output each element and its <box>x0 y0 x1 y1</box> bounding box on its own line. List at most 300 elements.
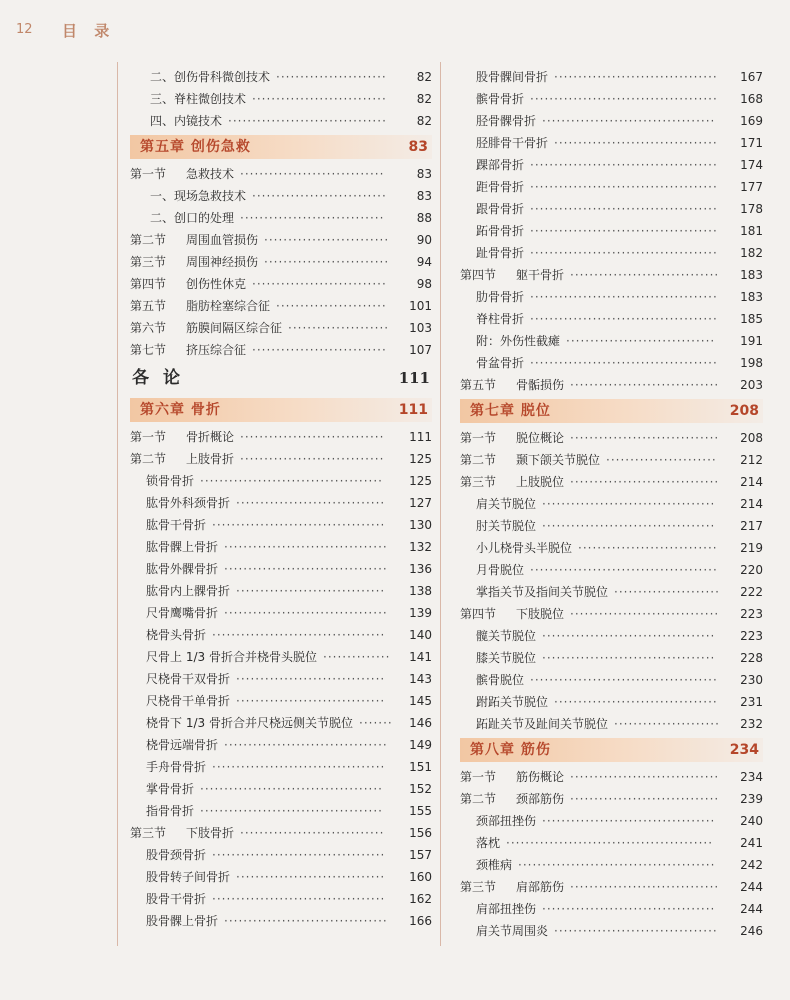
leader-dots: ···························· <box>252 343 387 357</box>
toc-entry-title: 股骨髁上骨折 <box>146 914 219 928</box>
toc-entry-page: 162 <box>409 892 432 906</box>
toc-entry <box>130 712 432 734</box>
toc-entry-page: 230 <box>740 673 763 687</box>
toc-entry <box>460 449 763 471</box>
toc-entry-title: 跖骨骨折 <box>476 224 525 238</box>
toc-entry <box>130 778 432 800</box>
toc-entry-page: 241 <box>740 836 763 850</box>
toc-entry <box>460 198 763 220</box>
toc-entry-title: 股骨干骨折 <box>146 892 207 906</box>
leader-dots: ····························· <box>578 541 718 555</box>
toc-entry <box>130 822 432 844</box>
toc-entry <box>130 602 432 624</box>
toc-entry <box>130 844 432 866</box>
toc-entry-title: 四、内镜技术 <box>150 114 223 128</box>
toc-section-number: 第一节 <box>130 167 167 181</box>
toc-entry-page: 160 <box>409 870 432 884</box>
leader-dots: ······································ <box>200 474 383 488</box>
leader-dots: ······································· <box>530 202 718 216</box>
leader-dots: ···································· <box>542 651 716 665</box>
toc-entry <box>460 308 763 330</box>
toc-entry <box>460 264 763 286</box>
toc-entry-title <box>460 471 564 493</box>
toc-entry <box>130 624 432 646</box>
toc-entry-title <box>130 163 234 185</box>
leader-dots: ······································· <box>530 563 718 577</box>
toc-entry <box>460 669 763 691</box>
toc-entry-title: 尺桡骨干单骨折 <box>146 694 231 708</box>
toc-entry-title <box>460 449 600 471</box>
toc-entry-page: 88 <box>416 211 432 225</box>
leader-dots: ······································· <box>530 312 718 326</box>
leader-dots: ·································· <box>554 924 718 938</box>
toc-entry-title <box>460 788 564 810</box>
toc-section-number: 第二节 <box>460 453 497 467</box>
leader-dots: ······································ <box>200 782 383 796</box>
toc-entry-title: 肱骨外科颈骨折 <box>146 496 231 510</box>
toc-entry <box>130 888 432 910</box>
toc-entry-page: 244 <box>740 902 763 916</box>
toc-entry-title: 指骨骨折 <box>146 804 195 818</box>
leader-dots: ···································· <box>542 114 716 128</box>
chapter-heading <box>130 398 432 422</box>
toc-entry-title: 肩部扭挫伤 <box>476 902 537 916</box>
toc-entry <box>130 185 432 207</box>
toc-entry <box>460 603 763 625</box>
toc-entry-title: 脊柱骨折 <box>476 312 525 326</box>
toc-section-title: 周围神经损伤 <box>186 255 259 269</box>
toc-entry-page: 242 <box>740 858 763 872</box>
toc-entry-page: 214 <box>740 475 763 489</box>
toc-entry-title <box>460 766 564 788</box>
leader-dots: ·································· <box>224 540 388 554</box>
toc-entry <box>460 493 763 515</box>
toc-entry-title: 尺桡骨干双骨折 <box>146 672 231 686</box>
toc-entry <box>460 330 763 352</box>
toc-section-number: 第三节 <box>130 826 167 840</box>
toc-entry <box>130 229 432 251</box>
leader-dots: ····················· <box>288 321 390 335</box>
toc-entry-title <box>130 229 258 251</box>
leader-dots: ·································· <box>554 695 718 709</box>
toc-entry-title <box>460 603 564 625</box>
toc-entry-page: 132 <box>409 540 432 554</box>
toc-section-title: 上肢骨折 <box>186 452 235 466</box>
toc-entry-page: 169 <box>740 114 763 128</box>
leader-dots: ···································· <box>542 497 716 511</box>
leader-dots: ·································· <box>224 914 388 928</box>
toc-entry <box>130 339 432 361</box>
leader-dots: ······································· <box>530 246 718 260</box>
leader-dots: ······································· <box>530 158 718 172</box>
toc-entry-page: 82 <box>416 70 432 84</box>
toc-entry <box>460 854 763 876</box>
toc-entry <box>130 734 432 756</box>
leader-dots: ······························· <box>566 334 716 348</box>
toc-entry-title: 股骨转子间骨折 <box>146 870 231 884</box>
part-title: 各论 <box>132 368 194 388</box>
leader-dots: ·································· <box>554 136 718 150</box>
toc-section-number: 第一节 <box>460 431 497 445</box>
toc-entry-title <box>460 427 564 449</box>
toc-section-title: 肩部筋伤 <box>516 880 565 894</box>
toc-section-number: 第一节 <box>460 770 497 784</box>
toc-entry-title: 肱骨髁上骨折 <box>146 540 219 554</box>
toc-entry-page: 214 <box>740 497 763 511</box>
toc-entry-page: 149 <box>409 738 432 752</box>
toc-entry-page: 212 <box>740 453 763 467</box>
toc-entry <box>460 471 763 493</box>
leader-dots: ······························ <box>240 167 385 181</box>
toc-entry-page: 83 <box>416 189 432 203</box>
toc-entry-page: 136 <box>409 562 432 576</box>
toc-entry-page: 168 <box>740 92 763 106</box>
leader-dots: ······························· <box>570 607 720 621</box>
toc-entry-page: 232 <box>740 717 763 731</box>
toc-section-title: 上肢脱位 <box>516 475 565 489</box>
toc-entry-page: 125 <box>409 452 432 466</box>
toc-entry <box>130 558 432 580</box>
leader-dots: ······················· <box>276 70 387 84</box>
part-page: 111 <box>398 369 430 387</box>
toc-entry-title: 距骨骨折 <box>476 180 525 194</box>
toc-entry-title: 股骨颈骨折 <box>146 848 207 862</box>
toc-entry-title <box>130 295 270 317</box>
toc-entry-page: 240 <box>740 814 763 828</box>
leader-dots: ······································· <box>530 224 718 238</box>
toc-entry-title: 肘关节脱位 <box>476 519 537 533</box>
toc-entry-title <box>130 822 234 844</box>
toc-entry-title: 二、创伤骨科微创技术 <box>150 70 271 84</box>
toc-section-number: 第一节 <box>130 430 167 444</box>
chapter-page: 83 <box>408 139 428 155</box>
toc-entry-title: 手舟骨骨折 <box>146 760 207 774</box>
chapter-title: 第五章 创伤急救 <box>140 139 251 155</box>
toc-section-title: 挤压综合征 <box>186 343 247 357</box>
toc-entry-page: 156 <box>409 826 432 840</box>
toc-entry-title: 掌指关节及指间关节脱位 <box>476 585 609 599</box>
toc-section-number: 第二节 <box>130 452 167 466</box>
toc-entry-title: 股骨髁间骨折 <box>476 70 549 84</box>
toc-entry-page: 107 <box>409 343 432 357</box>
toc-section-title: 骨折概论 <box>186 430 235 444</box>
toc-entry-title: 小儿桡骨头半脱位 <box>476 541 573 555</box>
leader-dots: ······························· <box>570 475 720 489</box>
toc-entry-title: 桡骨下 1/3 骨折合并尺桡远侧关节脱位 <box>146 716 353 730</box>
toc-entry <box>130 426 432 448</box>
toc-entry-title: 落枕 <box>476 836 501 850</box>
toc-entry <box>130 910 432 932</box>
toc-entry <box>130 536 432 558</box>
toc-entry <box>130 207 432 229</box>
toc-entry-page: 166 <box>409 914 432 928</box>
toc-entry-page: 167 <box>740 70 763 84</box>
toc-entry-page: 178 <box>740 202 763 216</box>
toc-entry <box>130 163 432 185</box>
toc-section-title: 颞下颌关节脱位 <box>516 453 601 467</box>
toc-section-title: 脂肪栓塞综合征 <box>186 299 271 313</box>
leader-dots: ······························· <box>236 672 386 686</box>
toc-entry-title: 桡骨远端骨折 <box>146 738 219 752</box>
toc-entry <box>130 110 432 132</box>
toc-entry-page: 219 <box>740 541 763 555</box>
toc-entry-title: 肩关节脱位 <box>476 497 537 511</box>
toc-entry-title: 锁骨骨折 <box>146 474 195 488</box>
chapter-heading <box>130 135 432 159</box>
toc-entry-title: 肱骨外髁骨折 <box>146 562 219 576</box>
toc-section-number: 第六节 <box>130 321 167 335</box>
toc-entry <box>460 537 763 559</box>
toc-entry <box>130 273 432 295</box>
toc-entry-page: 82 <box>416 114 432 128</box>
leader-dots: ···································· <box>542 814 716 828</box>
toc-entry <box>460 876 763 898</box>
toc-entry-title: 掌骨骨折 <box>146 782 195 796</box>
leader-dots: ···································· <box>212 848 386 862</box>
toc-entry <box>460 647 763 669</box>
toc-entry <box>130 317 432 339</box>
toc-entry-page: 83 <box>416 167 432 181</box>
toc-entry-page: 177 <box>740 180 763 194</box>
toc-entry-title: 跖趾关节及趾间关节脱位 <box>476 717 609 731</box>
toc-entry <box>460 427 763 449</box>
leader-dots: ······································· <box>530 180 718 194</box>
toc-entry-page: 174 <box>740 158 763 172</box>
toc-entry <box>460 352 763 374</box>
toc-entry <box>130 646 432 668</box>
toc-entry-page: 103 <box>409 321 432 335</box>
toc-section-title: 筋膜间隔区综合征 <box>186 321 283 335</box>
toc-entry <box>130 514 432 536</box>
toc-entry-title <box>460 876 564 898</box>
toc-entry-page: 185 <box>740 312 763 326</box>
toc-entry <box>130 756 432 778</box>
toc-entry-title: 附：外伤性截瘫 <box>476 334 561 348</box>
toc-entry <box>460 515 763 537</box>
toc-entry <box>460 766 763 788</box>
toc-entry-page: 183 <box>740 268 763 282</box>
toc-entry-title: 二、创口的处理 <box>150 211 235 225</box>
toc-entry-title: 骨盆骨折 <box>476 356 525 370</box>
toc-entry <box>130 668 432 690</box>
part-heading <box>130 361 432 395</box>
leader-dots: ······························· <box>236 584 386 598</box>
toc-entry-title: 桡骨头骨折 <box>146 628 207 642</box>
leader-dots: ······································· <box>530 290 718 304</box>
leader-dots: ···································· <box>542 629 716 643</box>
page-number: 12 <box>16 22 33 37</box>
toc-entry-page: 191 <box>740 334 763 348</box>
toc-entry-page: 98 <box>416 277 432 291</box>
toc-entry-title: 髌骨骨折 <box>476 92 525 106</box>
toc-entry <box>460 242 763 264</box>
toc-entry-page: 157 <box>409 848 432 862</box>
toc-entry-title <box>130 426 234 448</box>
leader-dots: ······· <box>359 716 393 730</box>
toc-entry <box>460 132 763 154</box>
toc-entry <box>460 832 763 854</box>
leader-dots: ······························· <box>570 792 720 806</box>
toc-left-column <box>130 66 432 932</box>
leader-dots: ······························· <box>236 496 386 510</box>
toc-entry <box>460 898 763 920</box>
toc-entry-page: 208 <box>740 431 763 445</box>
chapter-title: 第八章 筋伤 <box>470 742 551 758</box>
leader-dots: ······························· <box>570 268 720 282</box>
toc-entry-title: 踝部骨折 <box>476 158 525 172</box>
leader-dots: ······················· <box>276 299 387 313</box>
toc-entry-title: 跗跖关节脱位 <box>476 695 549 709</box>
toc-entry <box>460 581 763 603</box>
toc-entry-title: 趾骨骨折 <box>476 246 525 260</box>
leader-dots: ······················ <box>614 585 720 599</box>
toc-entry-page: 222 <box>740 585 763 599</box>
toc-entry <box>460 176 763 198</box>
leader-dots: ······························ <box>240 452 385 466</box>
toc-section-number: 第三节 <box>460 475 497 489</box>
toc-entry-page: 94 <box>416 255 432 269</box>
toc-entry-page: 228 <box>740 651 763 665</box>
toc-entry <box>460 88 763 110</box>
toc-section-title: 急救技术 <box>186 167 235 181</box>
leader-dots: ···························· <box>252 92 387 106</box>
toc-entry-page: 246 <box>740 924 763 938</box>
toc-entry-title: 一、现场急救技术 <box>150 189 247 203</box>
toc-entry-title <box>130 339 246 361</box>
toc-entry-page: 101 <box>409 299 432 313</box>
toc-entry <box>460 220 763 242</box>
toc-entry <box>460 110 763 132</box>
leader-dots: ···································· <box>212 518 386 532</box>
toc-section-title: 创伤性休克 <box>186 277 247 291</box>
leader-dots: ···························· <box>252 189 387 203</box>
toc-section-number: 第二节 <box>460 792 497 806</box>
toc-entry-page: 152 <box>409 782 432 796</box>
chapter-page: 208 <box>729 403 759 419</box>
toc-entry-page: 239 <box>740 792 763 806</box>
toc-entry-title <box>460 264 564 286</box>
toc-entry <box>460 920 763 942</box>
toc-entry-title: 肩关节周围炎 <box>476 924 549 938</box>
toc-entry-title: 髌骨脱位 <box>476 673 525 687</box>
toc-entry <box>460 66 763 88</box>
toc-section-number: 第五节 <box>460 378 497 392</box>
toc-entry-title: 胫骨髁骨折 <box>476 114 537 128</box>
toc-section-title: 脱位概论 <box>516 431 565 445</box>
leader-dots: ···································· <box>212 892 386 906</box>
leader-dots: ······································ <box>200 804 383 818</box>
toc-entry <box>130 580 432 602</box>
leader-dots: ···································· <box>212 628 386 642</box>
toc-entry-title: 胫腓骨干骨折 <box>476 136 549 150</box>
toc-entry-page: 223 <box>740 607 763 621</box>
leader-dots: ······································· <box>530 92 718 106</box>
toc-entry <box>460 625 763 647</box>
toc-entry <box>130 88 432 110</box>
toc-entry-page: 141 <box>409 650 432 664</box>
leader-dots: ···································· <box>212 760 386 774</box>
leader-dots: ······························ <box>240 211 385 225</box>
leader-dots: ···························· <box>252 277 387 291</box>
toc-entry-title: 尺骨上 1/3 骨折合并桡骨头脱位 <box>146 650 317 664</box>
toc-entry-page: 223 <box>740 629 763 643</box>
toc-section-title: 周围血管损伤 <box>186 233 259 247</box>
toc-entry <box>130 866 432 888</box>
toc-entry-title: 肱骨干骨折 <box>146 518 207 532</box>
chapter-heading <box>460 399 763 423</box>
leader-dots: ·························· <box>264 233 390 247</box>
leader-dots: ·························· <box>264 255 390 269</box>
toc-entry-title: 肋骨骨折 <box>476 290 525 304</box>
toc-entry-title <box>130 251 258 273</box>
toc-entry-title: 跟骨骨折 <box>476 202 525 216</box>
toc-section-title: 骨骺损伤 <box>516 378 565 392</box>
toc-entry-title: 尺骨鹰嘴骨折 <box>146 606 219 620</box>
chapter-page: 234 <box>729 742 759 758</box>
toc-entry <box>130 251 432 273</box>
leader-dots: ··········································· <box>506 836 714 850</box>
leader-dots: ······························· <box>570 770 720 784</box>
toc-entry <box>130 66 432 88</box>
leader-dots: ······························· <box>236 870 386 884</box>
toc-entry-page: 198 <box>740 356 763 370</box>
toc-section-number: 第四节 <box>460 268 497 282</box>
toc-entry <box>460 810 763 832</box>
toc-entry-title <box>460 374 564 396</box>
leader-dots: ······························ <box>240 430 385 444</box>
toc-entry-page: 244 <box>740 880 763 894</box>
leader-dots: ······························· <box>570 431 720 445</box>
chapter-title: 第六章 骨折 <box>140 402 221 418</box>
toc-section-number: 第三节 <box>130 255 167 269</box>
chapter-title: 第七章 脱位 <box>470 403 551 419</box>
toc-entry-page: 151 <box>409 760 432 774</box>
leader-dots: ·································· <box>224 562 388 576</box>
toc-entry <box>130 690 432 712</box>
toc-section-title: 颈部筋伤 <box>516 792 565 806</box>
leader-dots: ······································· <box>530 673 718 687</box>
leader-dots: ·································· <box>224 606 388 620</box>
toc-entry-page: 155 <box>409 804 432 818</box>
leader-dots: ·································· <box>554 70 718 84</box>
toc-entry-page: 220 <box>740 563 763 577</box>
toc-entry-page: 140 <box>409 628 432 642</box>
toc-entry-title: 髋关节脱位 <box>476 629 537 643</box>
leader-dots: ······························· <box>570 880 720 894</box>
page-header <box>0 0 790 60</box>
toc-section-number: 第四节 <box>130 277 167 291</box>
toc-entry-page: 111 <box>409 430 432 444</box>
chapter-page: 111 <box>398 402 428 418</box>
toc-entry-page: 146 <box>409 716 432 730</box>
toc-entry-page: 183 <box>740 290 763 304</box>
toc-section-title: 躯干骨折 <box>516 268 565 282</box>
leader-dots: ································· <box>228 114 387 128</box>
toc-entry <box>460 713 763 735</box>
leader-dots: ······························· <box>236 694 386 708</box>
toc-entry <box>460 788 763 810</box>
leader-dots: ·············· <box>323 650 391 664</box>
toc-entry-page: 90 <box>416 233 432 247</box>
leader-dots: ···································· <box>542 519 716 533</box>
toc-section-title: 下肢脱位 <box>516 607 565 621</box>
toc-section-number: 第七节 <box>130 343 167 357</box>
toc-right-column <box>460 66 763 942</box>
toc-entry-title: 三、脊柱微创技术 <box>150 92 247 106</box>
leader-dots: ········································· <box>518 858 716 872</box>
toc-entry-page: 171 <box>740 136 763 150</box>
toc-entry-title: 颈部扭挫伤 <box>476 814 537 828</box>
